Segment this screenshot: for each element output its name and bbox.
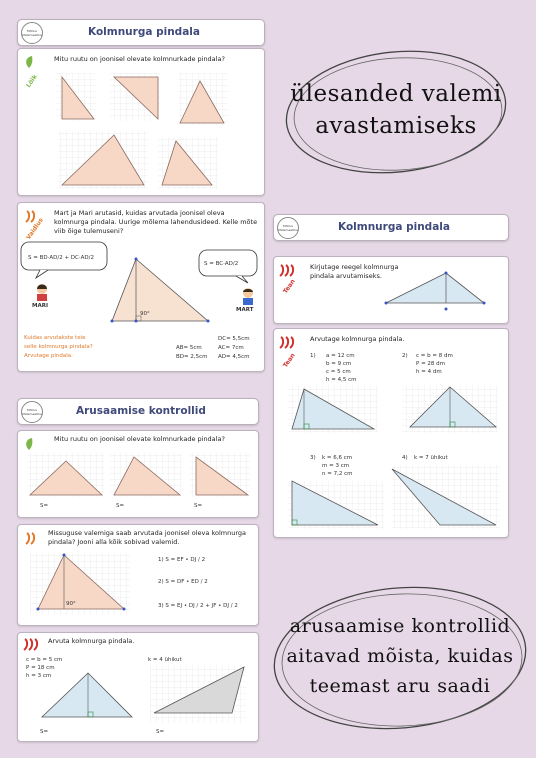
card-question: Mitu ruutu on joonisel olevate kolmnurkade pindala? — [54, 55, 225, 63]
card-compute-area — [273, 328, 509, 538]
formula-option-1[interactable]: 1) S = EF • DJ / 2 — [158, 557, 206, 563]
measure: AB= 5cm — [176, 345, 202, 351]
problems-figures — [274, 329, 508, 537]
mart-formula: S = BC·AD/2 — [204, 261, 239, 267]
callout-line: arusaamise kontrollid — [289, 615, 511, 637]
problem-2-value: h = 4 dm — [416, 369, 442, 375]
problem-1-value: a = 12 cm — [326, 353, 355, 359]
measure: AC= 7cm — [218, 345, 244, 351]
callout-line: teemast aru saadi — [309, 675, 491, 697]
card-question: Arvuta kolmnurga pindala. — [48, 637, 135, 645]
triangles-figure — [18, 49, 264, 195]
card-count-squares — [17, 48, 265, 196]
header-bar-3 — [17, 398, 259, 425]
problem-3-value: n = 7,2 cm — [322, 471, 353, 477]
card-write-rule — [273, 256, 509, 324]
answer-field[interactable]: S= — [194, 503, 203, 509]
triangles-figure — [18, 431, 258, 517]
problem-3-number: 3) — [310, 455, 316, 461]
answer-field[interactable]: S= — [40, 729, 49, 735]
logo-icon: Mõtlus Matemaatika — [21, 22, 43, 44]
callout-line: ülesanded valemi — [290, 81, 502, 107]
callout-line: aitavad mõista, kuidas — [286, 645, 514, 667]
angle-label: 90° — [66, 601, 76, 607]
problem-3-value: m = 3 cm — [322, 463, 350, 469]
header-title-1: Kolmnurga pindala — [88, 26, 200, 38]
callout-line: avastamiseks — [315, 113, 477, 139]
given-value: k = 4 ühikut — [148, 657, 182, 663]
prompt-line: Arvutage pindala. — [24, 353, 73, 359]
prompt-line: selle kolmnurga pindala? — [24, 344, 93, 350]
problem-4-value: k = 7 ühikut — [414, 455, 448, 461]
level-label: Lõik — [25, 73, 39, 90]
problem-4-number: 4) — [402, 455, 408, 461]
problem-3-value: k = 6,6 cm — [322, 455, 353, 461]
answer-field[interactable]: S= — [116, 503, 125, 509]
card-compute-area-check — [17, 632, 259, 742]
problem-2-value: c = b = 8 dm — [416, 353, 453, 359]
given-value: c = b = 5 cm — [26, 657, 63, 663]
measure: AD= 4,5cm — [218, 354, 250, 360]
header-title-3: Arusaamise kontrollid — [76, 405, 206, 417]
logo-icon: Mõtlus Matemaatika — [277, 217, 299, 239]
measure: DC= 5,5cm — [218, 336, 250, 342]
answer-field[interactable]: S= — [156, 729, 165, 735]
mari-name: MARI — [32, 303, 49, 309]
header-bar-2 — [273, 214, 509, 241]
mart-name: MART — [236, 307, 254, 313]
problem-1-value: b = 9 cm — [326, 361, 352, 367]
mari-formula: S = BD·AD/2 + DC·AD/2 — [28, 255, 94, 261]
card-question: Arvutage kolmnurga pindala. — [310, 335, 405, 343]
card-choose-formula — [17, 524, 259, 626]
prompt-line: Kuidas arvutakste teie — [24, 335, 86, 341]
formula-option-3[interactable]: 3) S = EJ • DJ / 2 + JF • DJ / 2 — [158, 603, 238, 609]
logo-icon: Mõtlus Matemaatika — [21, 401, 43, 423]
problems-figures — [18, 633, 258, 741]
card-count-squares-check — [17, 430, 259, 518]
card-question: Missuguse valemiga saab arvutada joonisel oleva kolmnurga pindala? Jooni alla kõik sobivad valemid. — [48, 529, 246, 546]
level-label: Vaidlus — [25, 216, 45, 242]
triangle-def-figure — [18, 525, 258, 625]
level-label: Tean — [282, 278, 297, 296]
angle-label: 90° — [140, 311, 150, 317]
level-label: Tean — [282, 352, 297, 370]
card-question: Kirjutage reegel kolmnurga pindala arvutamiseks. — [310, 263, 399, 280]
problem-1-value: h = 4,5 cm — [326, 377, 357, 383]
formula-option-2[interactable]: 2) S = DF • ED / 2 — [158, 579, 208, 585]
card-mart-mari — [17, 202, 265, 372]
problem-2-number: 2) — [402, 353, 408, 359]
triangle-figure — [274, 257, 508, 323]
given-value: h = 3 cm — [26, 673, 52, 679]
card-question: Mart ja Mari arutasid, kuidas arvutada joonisel oleva kolmnurga pindala. Uurige mõlema lahendusideed. Kelle mõte viib õige tulemuseni? — [54, 209, 258, 235]
header-bar-1 — [17, 19, 265, 46]
problem-1-number: 1) — [310, 353, 316, 359]
header-title-2: Kolmnurga pindala — [338, 221, 450, 233]
problem-2-value: P = 28 dm — [416, 361, 446, 367]
measure: BD= 2,5cm — [176, 354, 208, 360]
answer-field[interactable]: S= — [40, 503, 49, 509]
problem-1-value: c = 5 cm — [326, 369, 351, 375]
given-value: P = 18 cm — [26, 665, 55, 671]
card-question: Mitu ruutu on joonisel olevate kolmnurkade pindala? — [54, 435, 225, 443]
